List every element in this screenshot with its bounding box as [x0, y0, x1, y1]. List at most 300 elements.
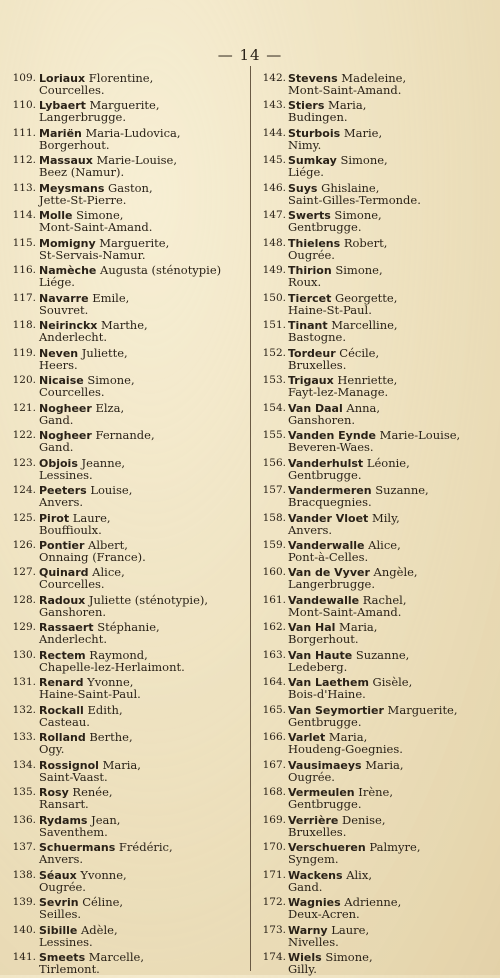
entry-given-name: Simone,	[331, 263, 383, 278]
entry-place: Fayt-lez-Manage.	[288, 385, 389, 400]
entry-place: Gentbrugge.	[288, 467, 362, 482]
entry-surname: Vandewalle	[288, 593, 360, 607]
list-item	[0, 731, 250, 758]
entry-surname: Séaux	[39, 868, 77, 882]
entry-surname: Peeters	[39, 484, 87, 498]
entry-given-name: Yvonne,	[83, 675, 134, 690]
list-item	[0, 512, 250, 539]
entry-surname: Nogheer	[39, 401, 92, 415]
entry-place: Beez (Namur).	[39, 165, 125, 180]
entry-number: 125.	[12, 511, 36, 524]
list-item	[250, 484, 500, 511]
entry-number: 152.	[262, 346, 286, 359]
entry-surname: Neven	[39, 346, 79, 360]
entry-given-name: Emile,	[88, 290, 130, 305]
list-item	[250, 99, 500, 126]
list-item	[250, 374, 500, 401]
entry-surname: Rydams	[39, 813, 88, 827]
entry-surname: Vanderwalle	[288, 538, 365, 552]
entry-given-name: Marie-Louise,	[92, 153, 177, 168]
entry-number: 127.	[12, 566, 36, 579]
entry-place: Ledeberg.	[288, 659, 348, 674]
entry-place: Lessines.	[39, 934, 93, 949]
entry-given-name: Juliette (sténotypie),	[85, 592, 209, 607]
list-item	[0, 649, 250, 676]
entry-given-name: Augusta (sténotypie)	[96, 263, 222, 278]
list-item	[0, 621, 250, 648]
list-item	[0, 676, 250, 703]
entry-surname: Vandermeren	[288, 484, 372, 498]
list-item	[250, 209, 500, 236]
entry-surname: Molle	[39, 209, 73, 223]
entry-number: 172.	[262, 896, 286, 909]
list-item	[0, 704, 250, 731]
list-item	[250, 264, 500, 291]
entry-number: 151.	[262, 319, 286, 332]
entry-surname: Massaux	[39, 154, 93, 168]
list-item	[0, 896, 250, 923]
entry-number: 154.	[262, 401, 286, 414]
entry-surname: Van Daal	[288, 401, 343, 415]
entry-given-name: Alix,	[342, 867, 373, 882]
entry-number: 117.	[12, 291, 36, 304]
entry-place: Gand.	[39, 440, 74, 455]
entry-surname: Wiels	[288, 951, 322, 964]
entry-number: 111.	[12, 126, 36, 139]
entry-number: 159.	[262, 538, 286, 551]
entry-number: 116.	[12, 264, 36, 277]
entry-place: Onnaing (France).	[39, 549, 146, 564]
entry-place: Anvers.	[288, 522, 333, 537]
entry-given-name: Marthe,	[97, 318, 148, 333]
entry-surname: Namèche	[39, 264, 97, 278]
entry-number: 153.	[262, 374, 286, 387]
entry-place: Jette-St-Pierre.	[39, 192, 127, 207]
entry-given-name: Céline,	[78, 895, 124, 910]
entry-surname: Nicaise	[39, 374, 84, 388]
entry-place: Liége.	[39, 275, 75, 290]
entry-number: 130.	[12, 648, 36, 661]
list-item	[0, 484, 250, 511]
entry-place: Pont-à-Celles.	[288, 549, 369, 564]
list-item	[0, 951, 250, 978]
entry-place: Bruxelles.	[288, 357, 347, 372]
entry-surname: Warny	[288, 923, 328, 937]
entry-surname: Stiers	[288, 99, 325, 113]
list-item	[250, 896, 500, 923]
list-item	[0, 759, 250, 786]
list-item	[0, 72, 250, 99]
entry-number: 167.	[262, 758, 286, 771]
list-item	[250, 841, 500, 868]
entry-number: 173.	[262, 923, 286, 936]
entry-number: 161.	[262, 593, 286, 606]
list-item	[250, 292, 500, 319]
list-item	[0, 924, 250, 951]
entry-number: 135.	[12, 786, 36, 799]
list-item	[250, 951, 500, 978]
entry-given-name: Alice,	[364, 537, 401, 552]
entry-number: 120.	[12, 374, 36, 387]
list-item	[0, 374, 250, 401]
entry-surname: Tordeur	[288, 346, 336, 360]
entry-surname: Van Haute	[288, 648, 353, 662]
entry-surname: Quinard	[39, 566, 89, 580]
entry-surname: Suys	[288, 181, 318, 195]
entry-number: 110.	[12, 99, 36, 112]
entry-surname: Tiercet	[288, 291, 332, 305]
list-item	[250, 566, 500, 593]
entry-number: 157.	[262, 484, 286, 497]
entry-given-name: Maria,	[324, 98, 367, 113]
entry-number: 166.	[262, 731, 286, 744]
entry-number: 122.	[12, 429, 36, 442]
list-item	[0, 127, 250, 154]
entry-number: 150.	[262, 291, 286, 304]
list-item	[250, 786, 500, 813]
entry-number: 115.	[12, 236, 36, 249]
list-item	[250, 347, 500, 374]
entry-place: Saint-Vaast.	[39, 769, 108, 784]
entry-given-name: Marguerite,	[85, 98, 160, 113]
entry-surname: Stevens	[288, 72, 338, 85]
list-item	[250, 127, 500, 154]
entry-surname: Sibille	[39, 923, 78, 937]
entry-surname: Meysmans	[39, 181, 105, 195]
entry-place: Lessines.	[39, 467, 93, 482]
list-item	[250, 512, 500, 539]
entry-place: Syngem.	[288, 852, 339, 867]
entry-place: Courcelles.	[39, 83, 105, 97]
entry-surname: Verschueren	[288, 841, 366, 855]
entry-surname: Rosy	[39, 786, 69, 800]
entry-place: St-Servais-Namur.	[39, 247, 146, 262]
entry-place: Liége.	[288, 165, 324, 180]
entry-place: Ougrée.	[288, 769, 335, 784]
entry-number: 170.	[262, 841, 286, 854]
entry-given-name: Renée,	[68, 785, 113, 800]
entry-given-name: Simone,	[83, 373, 135, 388]
entry-place: Langerbrugge.	[39, 110, 127, 125]
entry-surname: Thielens	[288, 236, 341, 250]
entry-place: Courcelles.	[39, 577, 105, 592]
entry-place: Ougrée.	[39, 879, 86, 894]
entry-given-name: Yvonne,	[76, 867, 127, 882]
list-item	[0, 814, 250, 841]
entry-number: 138.	[12, 868, 36, 881]
entry-number: 141.	[12, 951, 36, 963]
entry-number: 162.	[262, 621, 286, 634]
entry-surname: Vanden Eynde	[288, 429, 377, 443]
entry-given-name: Jeanne,	[77, 455, 126, 470]
entry-surname: Vermeulen	[288, 786, 355, 800]
list-item	[250, 319, 500, 346]
entry-place: Beveren-Waes.	[288, 440, 374, 455]
entry-given-name: Maria,	[361, 757, 404, 772]
entry-place: Langerbrugge.	[288, 577, 376, 592]
entry-number: 140.	[12, 923, 36, 936]
entry-place: Saint-Gilles-Termonde.	[288, 192, 421, 207]
entry-given-name: Suzanne,	[371, 483, 429, 498]
entry-given-name: Berthe,	[85, 730, 133, 745]
entry-surname: Van Laethem	[288, 676, 369, 690]
entry-surname: Sturbois	[288, 126, 341, 140]
list-item	[250, 539, 500, 566]
entry-given-name: Georgette,	[331, 290, 398, 305]
entry-number: 126.	[12, 538, 36, 551]
list-item	[0, 182, 250, 209]
entry-number: 121.	[12, 401, 36, 414]
entry-surname: Loriaux	[39, 72, 86, 85]
entry-given-name: Anna,	[342, 400, 381, 415]
entry-given-name: Léonie,	[363, 455, 410, 470]
entry-surname: Sumkay	[288, 154, 337, 168]
entry-given-name: Maria,	[98, 757, 141, 772]
entry-given-name: Cécile,	[335, 345, 380, 360]
entry-number: 144.	[262, 126, 286, 139]
list-item	[250, 237, 500, 264]
list-item	[0, 539, 250, 566]
entry-place: Nivelles.	[288, 934, 339, 949]
entry-place: Heers.	[39, 357, 78, 372]
entry-place: Bouffioulx.	[39, 522, 102, 537]
list-item	[250, 731, 500, 758]
entry-place: Mont-Saint-Amand.	[288, 604, 402, 619]
list-item	[0, 457, 250, 484]
entry-place: Bracquegnies.	[288, 495, 372, 510]
entry-place: Courcelles.	[39, 385, 105, 400]
entry-given-name: Frédéric,	[115, 840, 173, 855]
entry-surname: Vander Vloet	[288, 511, 369, 525]
entry-surname: Sevrin	[39, 896, 79, 910]
entry-surname: Pirot	[39, 511, 70, 525]
entry-number: 142.	[262, 72, 286, 84]
entry-number: 131.	[12, 676, 36, 689]
entry-place: Nimy.	[288, 137, 322, 152]
entry-place: Ransart.	[39, 797, 89, 812]
entry-place: Ougrée.	[288, 247, 335, 262]
list-item	[0, 319, 250, 346]
entry-number: 132.	[12, 703, 36, 716]
entry-place: Chapelle-lez-Herlaimont.	[39, 659, 185, 674]
list-item	[0, 429, 250, 456]
entry-surname: Radoux	[39, 593, 86, 607]
entry-given-name: Edith,	[83, 702, 123, 717]
left-column	[0, 72, 250, 978]
entry-place: Bruxelles.	[288, 824, 347, 839]
entry-place: Gentbrugge.	[288, 220, 362, 235]
entry-given-name: Maria,	[325, 730, 368, 745]
entry-given-name: Ghislaine,	[317, 180, 380, 195]
entry-number: 164.	[262, 676, 286, 689]
entry-given-name: Elza,	[91, 400, 125, 415]
list-item	[250, 649, 500, 676]
list-item	[0, 402, 250, 429]
entry-surname: Wackens	[288, 868, 343, 882]
entry-surname: Schuermans	[39, 841, 116, 855]
entry-place: Gand.	[39, 412, 74, 427]
entry-given-name: Robert,	[340, 235, 388, 250]
entry-place: Gentbrugge.	[288, 714, 362, 729]
entry-surname: Rolland	[39, 731, 86, 745]
entry-surname: Pontier	[39, 538, 85, 552]
entry-place: Souvret.	[39, 302, 89, 317]
entry-surname: Momigny	[39, 236, 96, 250]
entry-surname: Varlet	[288, 731, 326, 745]
entry-place: Gand.	[288, 879, 323, 894]
entry-given-name: Louise,	[86, 483, 133, 498]
entry-number: 109.	[12, 72, 36, 84]
entry-surname: Smeets	[39, 951, 86, 964]
entry-given-name: Albert,	[84, 537, 128, 552]
list-item	[250, 621, 500, 648]
entry-surname: Swerts	[288, 209, 331, 223]
list-item	[0, 566, 250, 593]
entry-given-name: Fernande,	[91, 428, 155, 443]
list-item	[0, 264, 250, 291]
entry-given-name: Marie,	[340, 125, 383, 140]
entry-given-name: Simone,	[336, 153, 388, 168]
entry-place: Ogy.	[39, 742, 65, 757]
entry-surname: Renard	[39, 676, 84, 690]
entry-number: 136.	[12, 813, 36, 826]
entry-place: Mont-Saint-Amand.	[39, 220, 153, 235]
entry-place: Bois-d'Haine.	[288, 687, 366, 702]
entry-place: Ganshoren.	[288, 412, 356, 427]
list-item	[0, 841, 250, 868]
entry-surname: Van Hal	[288, 621, 336, 635]
list-item	[250, 869, 500, 896]
entry-surname: Vausimaeys	[288, 758, 362, 772]
entry-number: 171.	[262, 868, 286, 881]
entry-place: Anvers.	[39, 852, 84, 867]
entry-surname: Mariën	[39, 126, 82, 140]
entry-surname: Rectem	[39, 648, 86, 662]
entry-surname: Rockall	[39, 703, 84, 717]
entry-place: Roux.	[288, 275, 322, 290]
entry-number: 158.	[262, 511, 286, 524]
entry-given-name: Jean,	[87, 812, 121, 827]
list-item	[250, 154, 500, 181]
list-item	[250, 759, 500, 786]
entry-given-name: Marcelline,	[327, 318, 398, 333]
entry-number: 128.	[12, 593, 36, 606]
entry-given-name: Marie-Louise,	[376, 428, 461, 443]
entry-given-name: Stéphanie,	[93, 620, 160, 635]
page-number: — 14 —	[217, 46, 283, 64]
entry-given-name: Angèle,	[369, 565, 418, 580]
entry-number: 165.	[262, 703, 286, 716]
entry-given-name: Laure,	[69, 510, 111, 525]
right-column	[250, 72, 500, 978]
entry-number: 119.	[12, 346, 36, 359]
entry-given-name: Marcelle,	[85, 950, 144, 964]
entry-surname: Van de Vyver	[288, 566, 370, 580]
list-item	[250, 429, 500, 456]
entry-place: Gentbrugge.	[288, 797, 362, 812]
entry-place: Ganshoren.	[39, 604, 107, 619]
entry-given-name: Henriette,	[333, 373, 398, 388]
list-item	[250, 182, 500, 209]
list-item	[250, 704, 500, 731]
entry-given-name: Laure,	[327, 922, 370, 937]
entry-number: 145.	[262, 154, 286, 167]
entry-given-name: Florentine,	[85, 71, 154, 85]
entry-place: Saventhem.	[39, 824, 108, 839]
entry-surname: Navarre	[39, 291, 89, 305]
entry-place: Anderlecht.	[39, 632, 107, 647]
entry-given-name: Denise,	[338, 812, 386, 827]
list-item	[0, 154, 250, 181]
entry-given-name: Maria-Ludovica,	[81, 125, 181, 140]
entry-number: 149.	[262, 264, 286, 277]
list-item	[0, 594, 250, 621]
entry-number: 114.	[12, 209, 36, 222]
entry-given-name: Adèle,	[77, 922, 118, 937]
entry-number: 118.	[12, 319, 36, 332]
entry-surname: Van Seymortier	[288, 703, 384, 717]
entry-given-name: Gisèle,	[368, 675, 413, 690]
entry-number: 156.	[262, 456, 286, 469]
entry-place: Haine-St-Paul.	[288, 302, 372, 317]
entry-given-name: Adrienne,	[340, 895, 402, 910]
entry-surname: Vanderhulst	[288, 456, 364, 470]
list-item	[0, 209, 250, 236]
entry-given-name: Marguerite,	[95, 235, 170, 250]
entry-given-name: Mily,	[368, 510, 400, 525]
entry-surname: Rassaert	[39, 621, 94, 635]
entry-given-name: Alice,	[88, 565, 125, 580]
list-item	[250, 814, 500, 841]
entry-surname: Tinant	[288, 319, 328, 333]
entry-number: 155.	[262, 429, 286, 442]
entry-place: Anderlecht.	[39, 330, 107, 345]
list-item	[250, 924, 500, 951]
entry-given-name: Irène,	[354, 785, 393, 800]
entry-number: 112.	[12, 154, 36, 167]
entry-given-name: Maria,	[335, 620, 378, 635]
entry-given-name: Marguerite,	[383, 702, 458, 717]
entry-place: Bastogne.	[288, 330, 346, 345]
entry-number: 163.	[262, 648, 286, 661]
entry-number: 123.	[12, 456, 36, 469]
entry-number: 174.	[262, 951, 286, 963]
list-item	[250, 676, 500, 703]
entry-number: 143.	[262, 99, 286, 112]
entry-number: 168.	[262, 786, 286, 799]
list-item	[0, 99, 250, 126]
entry-given-name: Suzanne,	[352, 647, 410, 662]
entry-number: 137.	[12, 841, 36, 854]
entry-surname: Thirion	[288, 264, 332, 278]
entry-surname: Objois	[39, 456, 78, 470]
list-item	[0, 786, 250, 813]
entry-place: Deux-Acren.	[288, 907, 360, 922]
entry-number: 133.	[12, 731, 36, 744]
entry-place: Casteau.	[39, 714, 90, 729]
list-item	[0, 292, 250, 319]
entry-number: 160.	[262, 566, 286, 579]
entry-surname: Wagnies	[288, 896, 341, 910]
entry-number: 169.	[262, 813, 286, 826]
entry-given-name: Simone,	[72, 208, 124, 223]
list-item	[0, 237, 250, 264]
entry-place: Mont-Saint-Amand.	[288, 83, 402, 97]
entry-number: 147.	[262, 209, 286, 222]
entry-given-name: Simone,	[321, 950, 373, 964]
entry-number: 113.	[12, 181, 36, 194]
list-item	[0, 869, 250, 896]
